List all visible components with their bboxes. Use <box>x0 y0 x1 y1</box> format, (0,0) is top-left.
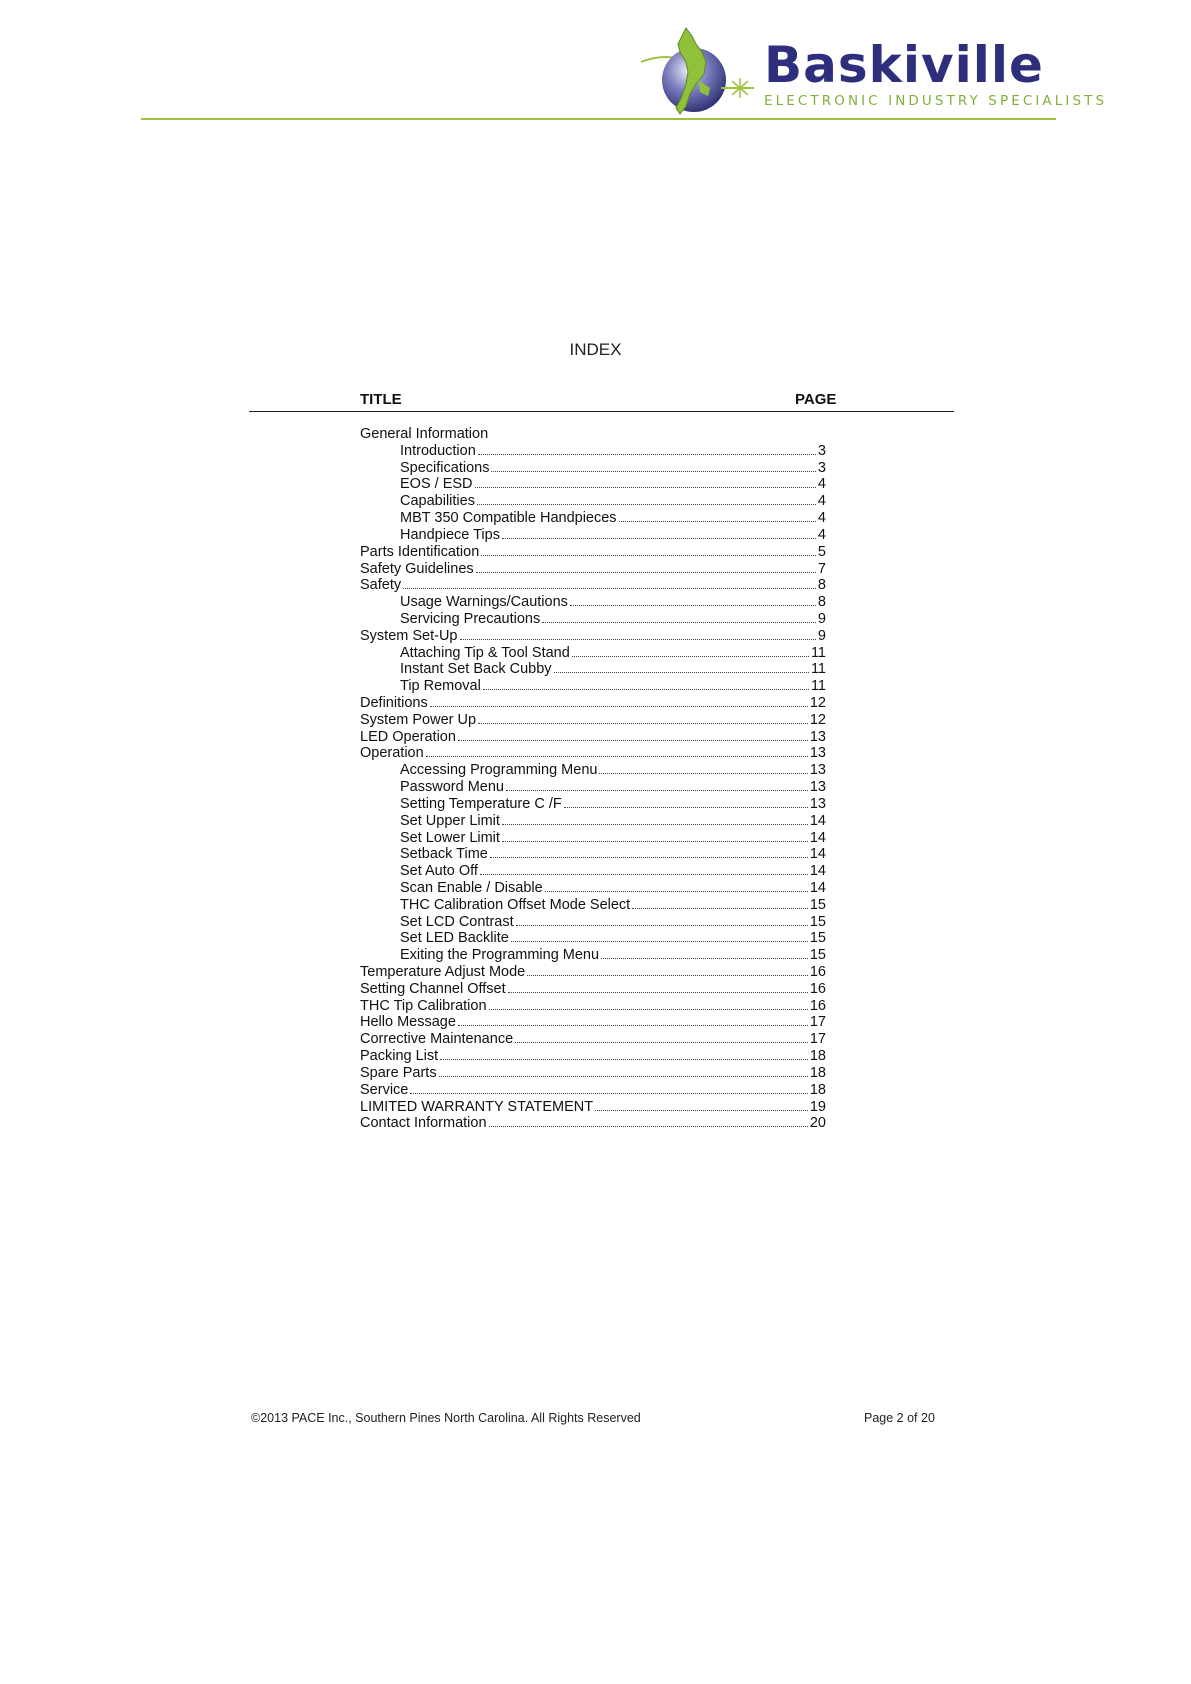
toc-leader-dots <box>489 1008 808 1010</box>
toc-entry <box>360 863 826 880</box>
toc-leader-dots <box>599 772 807 774</box>
toc-entry-title: Scan Enable / Disable <box>400 879 543 896</box>
toc-entry-title: THC Tip Calibration <box>360 997 487 1014</box>
toc-entry-title: MBT 350 Compatible Handpieces <box>400 510 617 527</box>
toc-leader-dots <box>490 856 808 858</box>
toc-entry-title: Password Menu <box>400 779 504 796</box>
toc-leader-dots <box>426 755 808 757</box>
toc-leader-dots <box>430 705 808 707</box>
toc-entry-page: 16 <box>809 964 826 980</box>
toc-entry-page: 4 <box>817 493 826 510</box>
toc-entry-page: 20 <box>809 1115 826 1132</box>
toc-entry <box>360 611 826 628</box>
toc-entry <box>360 1099 826 1116</box>
toc-entry <box>360 1014 826 1031</box>
toc-leader-dots <box>508 991 808 993</box>
toc-entry-page: 15 <box>809 930 826 947</box>
toc-leader-dots <box>619 520 816 522</box>
toc-entry-page: 14 <box>809 846 826 863</box>
toc-leader-dots <box>527 974 808 976</box>
toc-entry <box>360 1082 826 1099</box>
globe-logo-icon <box>636 22 761 118</box>
toc-leader-dots <box>511 940 808 942</box>
toc-entry <box>360 947 826 964</box>
toc-entry-title: Set LCD Contrast <box>400 913 514 930</box>
toc-entry-page: 12 <box>809 711 826 728</box>
toc-entry-title: Set Upper Limit <box>400 812 500 829</box>
toc-entry-title: Set Auto Off <box>400 863 478 880</box>
footer-page-number: Page 2 of 20 <box>864 1411 935 1425</box>
toc-entry-title: LIMITED WARRANTY STATEMENT <box>360 1098 594 1115</box>
toc-entry-page: 7 <box>817 560 826 577</box>
toc-entry <box>360 745 826 762</box>
toc-entry <box>360 964 826 981</box>
toc-leader-dots <box>572 655 809 657</box>
toc-entry-title: Spare Parts <box>360 1064 437 1081</box>
toc-entry-title: Set Lower Limit <box>400 829 500 846</box>
toc-entry-title: Setting Temperature C /F <box>400 795 562 812</box>
brand-tagline: ELECTRONIC INDUSTRY SPECIALISTS <box>764 93 1108 109</box>
toc-entry-title: Tip Removal <box>400 678 481 695</box>
toc-entry-title: Specifications <box>400 459 490 476</box>
header-divider <box>141 118 1056 120</box>
toc-entry-title: Operation <box>360 745 424 762</box>
toc-entry-page: 15 <box>809 947 826 964</box>
toc-entry <box>360 897 826 914</box>
table-of-contents <box>360 426 826 1132</box>
footer-copyright: ©2013 PACE Inc., Southern Pines North Carolina. All Rights Reserved <box>251 1411 641 1425</box>
toc-entry-page: 11 <box>810 661 826 678</box>
toc-leader-dots <box>570 604 816 606</box>
toc-entry-title: EOS / ESD <box>400 476 473 493</box>
toc-leader-dots <box>477 503 816 505</box>
toc-leader-dots <box>491 470 815 472</box>
column-header-title: TITLE <box>360 391 402 408</box>
toc-leader-dots <box>502 537 816 539</box>
toc-entry-title: Capabilities <box>400 493 475 510</box>
toc-entry <box>360 460 826 477</box>
toc-entry-page: 4 <box>817 526 826 543</box>
toc-entry <box>360 930 826 947</box>
toc-entry <box>360 476 826 493</box>
toc-entry-title: System Power Up <box>360 711 477 728</box>
toc-entry-title: Introduction <box>400 442 476 459</box>
toc-entry-page: 13 <box>809 795 826 812</box>
toc-entry <box>360 577 826 594</box>
brand-name: Baskiville <box>764 36 1044 94</box>
toc-entry-page: 19 <box>809 1098 826 1115</box>
toc-entry-title: Definitions <box>360 695 428 711</box>
toc-entry-page: 11 <box>810 678 826 695</box>
toc-entry <box>360 493 826 510</box>
toc-entry-title: System Set-Up <box>360 627 458 644</box>
toc-entry-title: Setback Time <box>400 846 488 863</box>
index-title: INDEX <box>569 340 622 359</box>
toc-entry <box>360 998 826 1015</box>
toc-entry <box>360 830 826 847</box>
toc-leader-dots <box>439 1075 808 1077</box>
toc-entry <box>360 678 826 695</box>
toc-entry-title: Hello Message <box>360 1014 456 1031</box>
toc-entry-page: 16 <box>809 980 826 997</box>
toc-entry <box>360 561 826 578</box>
toc-entry <box>360 426 826 443</box>
toc-entry <box>360 914 826 931</box>
toc-entry-page: 14 <box>809 879 826 896</box>
toc-leader-dots <box>545 890 808 892</box>
toc-entry-page: 8 <box>817 594 826 611</box>
toc-entry <box>360 661 826 678</box>
toc-leader-dots <box>489 1125 808 1127</box>
toc-leader-dots <box>515 1041 808 1043</box>
toc-entry <box>360 594 826 611</box>
toc-leader-dots <box>595 1109 808 1111</box>
toc-entry-page: 14 <box>809 812 826 829</box>
toc-leader-dots <box>554 671 809 673</box>
toc-entry-page: 3 <box>817 459 826 476</box>
toc-entry <box>360 510 826 527</box>
toc-entry <box>360 695 826 712</box>
toc-entry-title: LED Operation <box>360 728 456 745</box>
toc-entry-page: 4 <box>817 476 826 493</box>
toc-leader-dots <box>516 924 808 926</box>
toc-entry-title: Accessing Programming Menu <box>400 762 598 779</box>
toc-header-divider <box>249 411 954 412</box>
toc-entry-title: Temperature Adjust Mode <box>360 964 526 980</box>
toc-entry <box>360 762 826 779</box>
toc-entry-page: 18 <box>809 1064 826 1081</box>
toc-entry-title: Service <box>360 1081 409 1098</box>
toc-leader-dots <box>475 486 816 488</box>
toc-entry-page: 13 <box>809 779 826 796</box>
toc-entry-title: Setting Channel Offset <box>360 980 506 997</box>
toc-entry-page: 14 <box>809 829 826 846</box>
toc-entry-page: 9 <box>817 627 826 644</box>
toc-entry-page: 17 <box>809 1014 826 1031</box>
toc-entry-page: 9 <box>817 610 826 627</box>
toc-entry <box>360 1115 826 1132</box>
toc-entry <box>360 779 826 796</box>
toc-entry-title: Packing List <box>360 1048 439 1065</box>
toc-entry-page: 15 <box>809 913 826 930</box>
toc-entry <box>360 544 826 561</box>
brand-logo <box>636 22 1108 118</box>
toc-entry-title: Safety Guidelines <box>360 560 474 577</box>
toc-entry-title: Attaching Tip & Tool Stand <box>400 644 570 661</box>
toc-entry-page: 17 <box>809 1031 826 1048</box>
toc-leader-dots <box>480 873 808 875</box>
toc-leader-dots <box>601 957 808 959</box>
toc-entry-page: 16 <box>809 997 826 1014</box>
toc-entry <box>360 628 826 645</box>
toc-leader-dots <box>476 571 816 573</box>
toc-leader-dots <box>478 453 816 455</box>
toc-entry-page: 15 <box>809 896 826 913</box>
toc-entry-page: 4 <box>817 510 826 527</box>
toc-leader-dots <box>632 907 808 909</box>
toc-leader-dots <box>564 806 808 808</box>
toc-entry-page: 11 <box>810 644 826 661</box>
toc-entry-page: 8 <box>817 577 826 594</box>
toc-entry-title: Exiting the Programming Menu <box>400 947 600 964</box>
toc-leader-dots <box>478 722 808 724</box>
toc-leader-dots <box>502 823 808 825</box>
toc-entry <box>360 729 826 746</box>
toc-entry <box>360 443 826 460</box>
toc-entry-page: 13 <box>809 745 826 762</box>
toc-leader-dots <box>506 789 808 791</box>
toc-entry-title: THC Calibration Offset Mode Select <box>400 896 631 913</box>
toc-entry-title: Handpiece Tips <box>400 526 500 543</box>
toc-entry-page: 18 <box>809 1081 826 1098</box>
toc-entry-page: 12 <box>809 695 826 711</box>
toc-entry <box>360 527 826 544</box>
toc-entry <box>360 712 826 729</box>
toc-entry-title: Instant Set Back Cubby <box>400 661 552 678</box>
toc-entry-title: General Information <box>360 426 489 442</box>
toc-entry-page: 18 <box>809 1048 826 1065</box>
toc-entry <box>360 846 826 863</box>
toc-entry <box>360 1065 826 1082</box>
toc-entry <box>360 796 826 813</box>
toc-entry <box>360 880 826 897</box>
toc-entry-title: Usage Warnings/Cautions <box>400 594 568 611</box>
toc-leader-dots <box>403 587 816 589</box>
toc-entry-title: Set LED Backlite <box>400 930 509 947</box>
toc-entry-page: 13 <box>809 728 826 745</box>
toc-leader-dots <box>481 554 816 556</box>
toc-entry-page: 5 <box>817 543 826 560</box>
toc-entry-page: 14 <box>809 863 826 880</box>
toc-entry <box>360 1048 826 1065</box>
toc-leader-dots <box>410 1092 808 1094</box>
column-header-page: PAGE <box>795 391 837 408</box>
toc-entry <box>360 1031 826 1048</box>
toc-entry-page: 13 <box>809 762 826 779</box>
toc-leader-dots <box>502 840 808 842</box>
toc-entry <box>360 813 826 830</box>
toc-leader-dots <box>440 1058 808 1060</box>
toc-entry-title: Parts Identification <box>360 543 480 560</box>
toc-leader-dots <box>460 638 816 640</box>
toc-entry <box>360 645 826 662</box>
toc-leader-dots <box>483 688 809 690</box>
toc-leader-dots <box>458 1024 808 1026</box>
toc-entry-title: Safety <box>360 577 402 594</box>
toc-leader-dots <box>542 621 816 623</box>
toc-entry <box>360 981 826 998</box>
toc-leader-dots <box>458 739 808 741</box>
toc-entry-page: 3 <box>817 442 826 459</box>
toc-entry-title: Servicing Precautions <box>400 610 541 627</box>
toc-entry-title: Contact Information <box>360 1115 487 1132</box>
toc-entry-title: Corrective Maintenance <box>360 1031 514 1048</box>
